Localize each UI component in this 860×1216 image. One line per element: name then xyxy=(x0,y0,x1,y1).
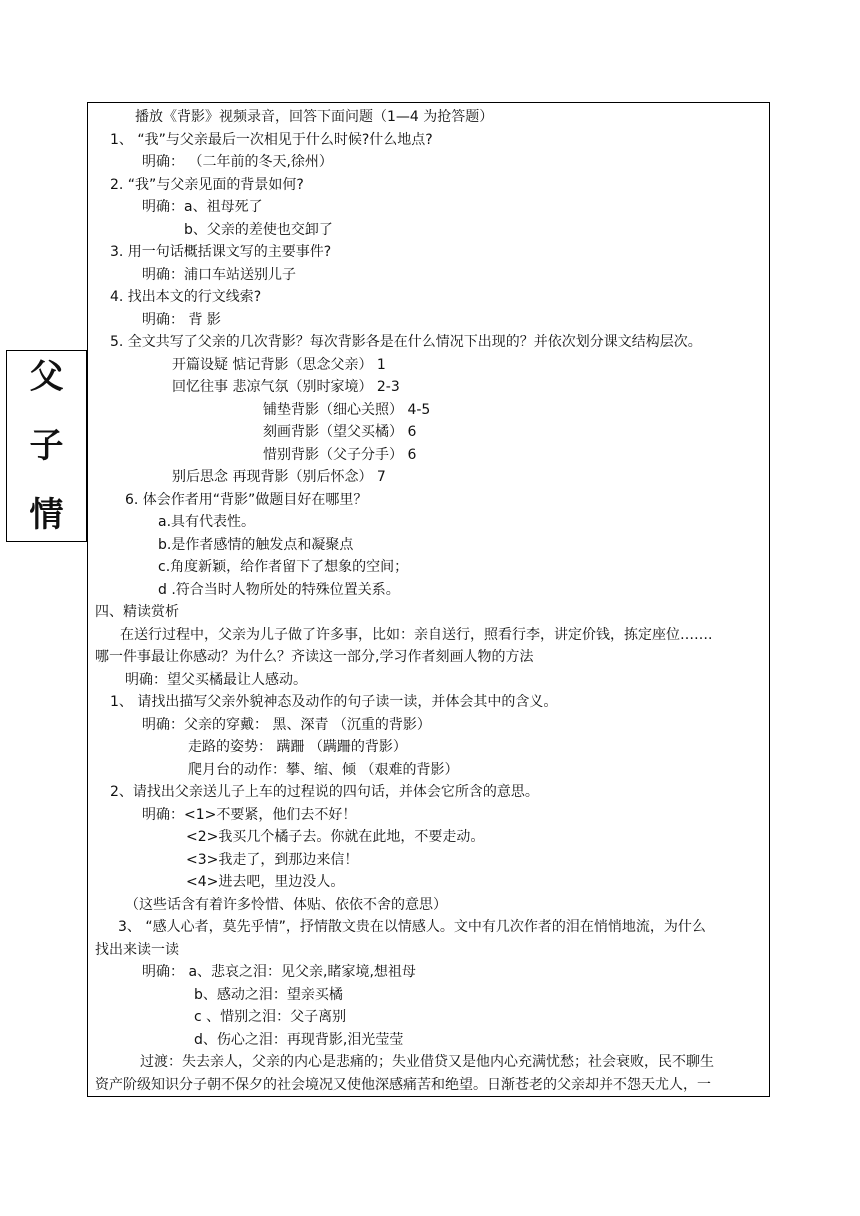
text-line: 资产阶级知识分子朝不保夕的社会境况又使他深感痛苦和绝望。日渐苍老的父亲却并不怨天尤人，一 xyxy=(95,1077,711,1093)
side-title-char: 子 xyxy=(29,426,64,466)
text-line: 1、 “我”与父亲最后一次相见于什么时候?什么地点? xyxy=(110,132,433,148)
text-line: 开篇设疑 惦记背影（思念父亲） 1 xyxy=(172,357,386,373)
text-line: 3、 “感人心者，莫先乎情”，抒情散文贵在以情感人。文中有几次作者的泪在悄悄地流，为什么 xyxy=(118,919,706,935)
text-line: c 、惜别之泪：父子离别 xyxy=(194,1009,347,1025)
side-title-char: 父 xyxy=(29,357,64,397)
text-line: 找出来读一读 xyxy=(95,942,179,958)
text-line: b、父亲的差使也交卸了 xyxy=(184,222,333,238)
text-line: d .符合当时人物所处的特殊位置关系。 xyxy=(158,582,400,598)
text-line: 5. 全文共写了父亲的几次背影？每次背影各是在什么情况下出现的？并依次划分课文结构层次。 xyxy=(110,334,702,350)
text-line: a.具有代表性。 xyxy=(158,514,256,530)
text-line: c.角度新颖，给作者留下了想象的空间； xyxy=(158,559,409,575)
text-line: 2、请找出父亲送儿子上车的过程说的四句话，并体会它所含的意思。 xyxy=(110,784,539,800)
text-line: 明确： （二年前的冬天,徐州） xyxy=(142,154,333,170)
text-line: 播放《背影》视频录音，回答下面问题（1—4 为抢答题） xyxy=(135,109,494,125)
text-line: 6. 体会作者用“背影”做题目好在哪里？ xyxy=(125,492,368,508)
text-line: 惜别背影（父子分手） 6 xyxy=(263,447,417,463)
text-line: 在送行过程中，父亲为儿子做了许多事，比如：亲自送行，照看行李，讲定价钱，拣定座位……. xyxy=(120,627,713,643)
text-line: 回忆往事 悲凉气氛（别时家境） 2-3 xyxy=(172,379,400,395)
text-line: 明确：望父买橘最让人感动。 xyxy=(125,672,307,688)
text-line: 3. 用一句话概括课文写的主要事件? xyxy=(110,244,332,260)
text-line: （这些话含有着许多怜惜、体贴、依依不舍的意思） xyxy=(125,897,447,913)
text-line: 爬月台的动作：攀、缩、倾 （艰难的背影） xyxy=(188,762,459,778)
side-title-char: 情 xyxy=(29,495,64,535)
lesson-content-box xyxy=(87,102,770,1097)
text-line: 明确：父亲的穿戴： 黑、深青 （沉重的背影） xyxy=(142,717,431,733)
text-line: 别后思念 再现背影（别后怀念） 7 xyxy=(172,469,386,485)
text-line: 明确：<1>不要紧，他们去不好！ xyxy=(142,807,357,823)
text-line: 哪一件事最让你感动？为什么？齐读这一部分,学习作者刻画人物的方法 xyxy=(95,649,534,665)
text-line: 1、 请找出描写父亲外貌神态及动作的句子读一读，并体会其中的含义。 xyxy=(110,694,558,710)
text-line: 过渡：失去亲人，父亲的内心是悲痛的；失业借贷又是他内心充满忧愁；社会衰败，民不聊生 xyxy=(140,1054,714,1070)
text-line: <4>进去吧，里边没人。 xyxy=(186,874,345,890)
text-line: 明确：浦口车站送别儿子 xyxy=(142,267,296,283)
text-line: 明确： 背 影 xyxy=(142,312,221,328)
text-line: 铺垫背影（细心关照） 4-5 xyxy=(263,402,431,418)
text-line: 明确： a、悲哀之泪：见父亲,睹家境,想祖母 xyxy=(142,964,416,980)
text-line: b、感动之泪：望亲买橘 xyxy=(194,987,343,1003)
text-line: 刻画背影（望父买橘） 6 xyxy=(263,424,417,440)
text-line: d、伤心之泪：再现背影,泪光莹莹 xyxy=(194,1032,404,1048)
text-line: <3>我走了，到那边来信！ xyxy=(186,852,359,868)
text-line: b.是作者感情的触发点和凝聚点 xyxy=(158,537,354,553)
side-title-box xyxy=(6,350,87,542)
text-line: 走路的姿势： 蹒跚 （蹒跚的背影） xyxy=(188,739,407,755)
text-line: <2>我买几个橘子去。你就在此地，不要走动。 xyxy=(186,829,485,845)
text-line: 四、精读赏析 xyxy=(95,604,179,620)
text-line: 2. “我”与父亲见面的背景如何? xyxy=(110,177,304,193)
text-line: 明确：a、祖母死了 xyxy=(142,199,263,215)
text-line: 4. 找出本文的行文线索? xyxy=(110,289,262,305)
